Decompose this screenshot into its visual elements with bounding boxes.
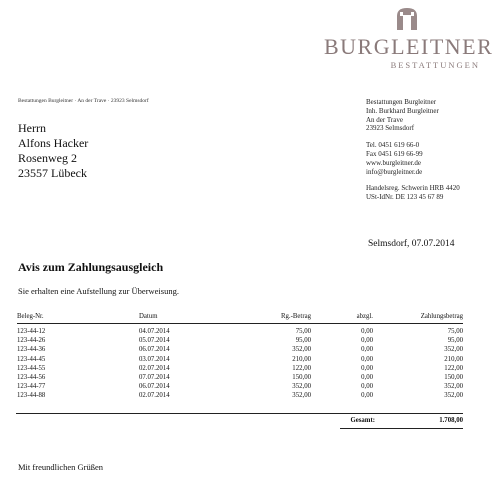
cell-betrag: 95,00	[295, 337, 311, 345]
column-header-datum: Datum	[139, 310, 199, 324]
letter-date: Selmsdorf, 07.07.2014	[368, 239, 455, 249]
recipient-address	[18, 121, 88, 181]
cell-abzgl: 0,00	[361, 383, 373, 391]
cell-abzgl: 0,00	[361, 346, 373, 354]
company-website: www.burgleitner.de	[366, 158, 422, 167]
cell-zahlung: 95,00	[447, 337, 463, 345]
company-phone: Tel. 0451 619 66-0	[366, 141, 420, 150]
total-label: Gesamt:	[350, 417, 375, 424]
column-header-betrag: Rg.-Betrag	[199, 310, 311, 324]
table-row	[17, 373, 463, 382]
cell-abzgl: 0,00	[361, 328, 373, 335]
cell-betrag: 75,00	[295, 328, 311, 335]
recipient-line: Rosenweg 2	[18, 151, 77, 165]
cell-beleg: 123-44-55	[17, 364, 46, 372]
table-row	[17, 382, 463, 391]
cell-zahlung: 150,00	[444, 374, 463, 382]
cell-zahlung: 75,00	[447, 328, 463, 335]
payment-table	[17, 310, 463, 401]
company-address-line: Bestattungen Burgleitner	[366, 98, 437, 106]
cell-beleg: 123-44-26	[17, 337, 46, 345]
cell-betrag: 122,00	[292, 364, 311, 372]
cell-beleg: 123-44-45	[17, 355, 46, 363]
intro-text: Sie erhalten eine Aufstellung zur Überweisung.	[18, 286, 179, 296]
column-header-zahlung: Zahlungsbetrag	[373, 310, 463, 324]
table-row	[17, 345, 463, 354]
cell-datum: 02.07.2014	[139, 364, 170, 372]
table-row	[17, 355, 463, 364]
cell-abzgl: 0,00	[361, 355, 373, 363]
table-row	[17, 364, 463, 373]
cell-abzgl: 0,00	[361, 364, 373, 372]
cell-beleg: 123-44-36	[17, 346, 46, 354]
company-vat-id: USt-IdNr. DE 123 45 67 89	[366, 193, 444, 202]
cell-beleg: 123-44-12	[17, 328, 46, 335]
recipient-line: Alfons Hacker	[18, 136, 89, 150]
cell-abzgl: 0,00	[361, 337, 373, 345]
closing-text: Mit freundlichen Grüßen	[18, 462, 103, 472]
cell-datum: 07.07.2014	[139, 374, 170, 382]
company-info-block	[366, 98, 476, 202]
cell-betrag: 352,00	[292, 383, 311, 391]
company-address-line: 23923 Selmsdorf	[366, 124, 415, 133]
cell-betrag: 210,00	[292, 355, 311, 363]
column-header-abzgl: abzgl.	[311, 310, 373, 324]
company-fax: Fax 0451 619 66-99	[366, 149, 423, 158]
tower-logo-icon	[392, 6, 422, 30]
cell-abzgl: 0,00	[361, 374, 373, 382]
company-logo-name: BURGLEITNER	[324, 34, 494, 59]
cell-betrag: 352,00	[292, 346, 311, 354]
cell-beleg: 123-44-77	[17, 383, 46, 391]
sender-address-line: Bestattungen Burgleitner · An der Trave · 23923 Selmsdorf	[18, 98, 149, 104]
company-register: Handelsreg. Schwerin HRB 4420	[366, 184, 460, 193]
table-row	[17, 391, 463, 400]
cell-beleg: 123-44-56	[17, 374, 46, 382]
cell-datum: 05.07.2014	[139, 337, 170, 345]
cell-abzgl: 0,00	[361, 392, 373, 400]
company-logo-subtitle: BESTATTUNGEN	[390, 60, 480, 70]
cell-zahlung: 352,00	[444, 383, 463, 391]
table-row	[17, 336, 463, 345]
company-email: info@burgleitner.de	[366, 167, 423, 176]
cell-datum: 06.07.2014	[139, 346, 170, 354]
column-header-beleg: Beleg-Nr.	[17, 310, 139, 324]
cell-zahlung: 352,00	[444, 346, 463, 354]
total-underline	[340, 428, 463, 429]
cell-betrag: 352,00	[292, 392, 311, 400]
recipient-line: Herrn	[18, 121, 46, 135]
table-bottom-rule	[16, 413, 463, 414]
cell-zahlung: 210,00	[444, 355, 463, 363]
cell-datum: 03.07.2014	[139, 355, 170, 363]
cell-beleg: 123-44-88	[17, 392, 46, 400]
cell-datum: 06.07.2014	[139, 383, 170, 391]
table-row	[17, 324, 463, 337]
cell-datum: 02.07.2014	[139, 392, 170, 400]
cell-betrag: 150,00	[292, 374, 311, 382]
company-address-line: An der Trave	[366, 115, 403, 124]
table-header-row	[17, 310, 463, 324]
recipient-line: 23557 Lübeck	[18, 166, 87, 180]
cell-zahlung: 352,00	[444, 392, 463, 400]
company-address-line: Inh. Burkhard Burgleitner	[366, 106, 439, 115]
cell-datum: 04.07.2014	[139, 328, 170, 335]
cell-zahlung: 122,00	[444, 364, 463, 372]
document-title: Avis zum Zahlungsausgleich	[18, 260, 164, 274]
total-value: 1.708,00	[439, 417, 463, 424]
